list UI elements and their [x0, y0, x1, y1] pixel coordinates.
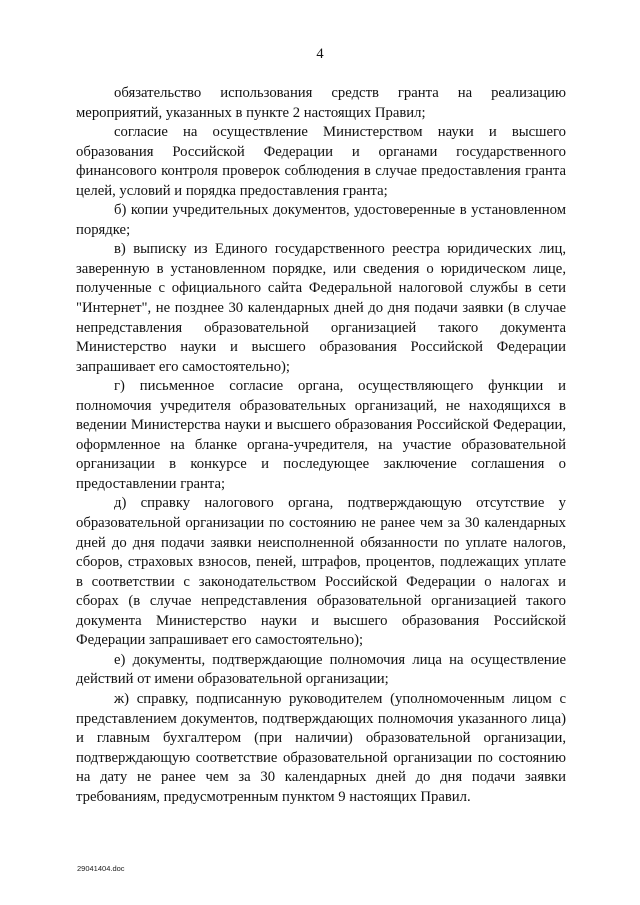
- paragraph-inspection-consent: согласие на осуществление Министерством науки и высшего образования Российской Федерации и органами государственного финансового контроля проверок соблюдения в случае предоставления гранта целей, условий и порядка предоставления гранта;: [76, 124, 566, 199]
- paragraph-item-e: е) документы, подтверждающие полномочия лица на осуществление действий от имени образовательной организации;: [76, 651, 566, 688]
- paragraph-item-b: б) копии учредительных документов, удостоверенные в установленном порядке;: [76, 202, 566, 238]
- paragraph-grant-obligation: обязательство использования средств гранта на реализацию мероприятий, указанных в пункте 2 настоящих Правил;: [76, 85, 566, 121]
- document-body: [76, 84, 566, 807]
- page-number: 4: [316, 46, 324, 62]
- paragraph-item-d: д) справку налогового органа, подтверждающую отсутствие у образовательной организации по состоянию не ранее чем за 30 календарных дней до дня подачи заявки неисполненной обязанности по уплате налогов, сборов, страховых взносов, пеней, штрафов, процентов, подлежащих уплате в соответствии с законодательством Российской Федерации о налогах и сборах (в случае непредставления образовательной организацией такого документа Министерство науки и высшего образования Российской Федерации запрашивает его самостоятельно);: [76, 495, 566, 649]
- paragraph-item-zh: ж) справку, подписанную руководителем (уполномоченным лицом с представлением документов, подтверждающих полномочия указанного лица) и главным бухгалтером (при наличии) образовательной организации, подтверждающую соответствие образовательной организации по состоянию на дату не ранее чем за 30 календарных дней до дня подачи заявки требованиям, предусмотренным пунктом 9 настоящих Правил.: [76, 690, 566, 805]
- paragraph-item-v: в) выписку из Единого государственного реестра юридических лиц, заверенную в установленном порядке, или сведения о юридическом лице, полученные с официального сайта Федеральной налоговой службы в сети "Интернет", не позднее 30 календарных дней до дня подачи заявки (в случае непредставления образовательной организацией такого документа Министерство науки и высшего образования Российской Федерации запрашивает его самостоятельно);: [76, 241, 566, 375]
- footer-filename: 29041404.doc: [77, 864, 125, 873]
- paragraph-item-g: г) письменное согласие органа, осуществляющего функции и полномочия учредителя образовательных организаций, не находящихся в ведении Министерства науки и высшего образования Российской Федерации, оформленное на бланке органа-учредителя, на участие образовательной организации в конкурсе и последующее заключение соглашения о предоставлении гранта;: [76, 378, 566, 492]
